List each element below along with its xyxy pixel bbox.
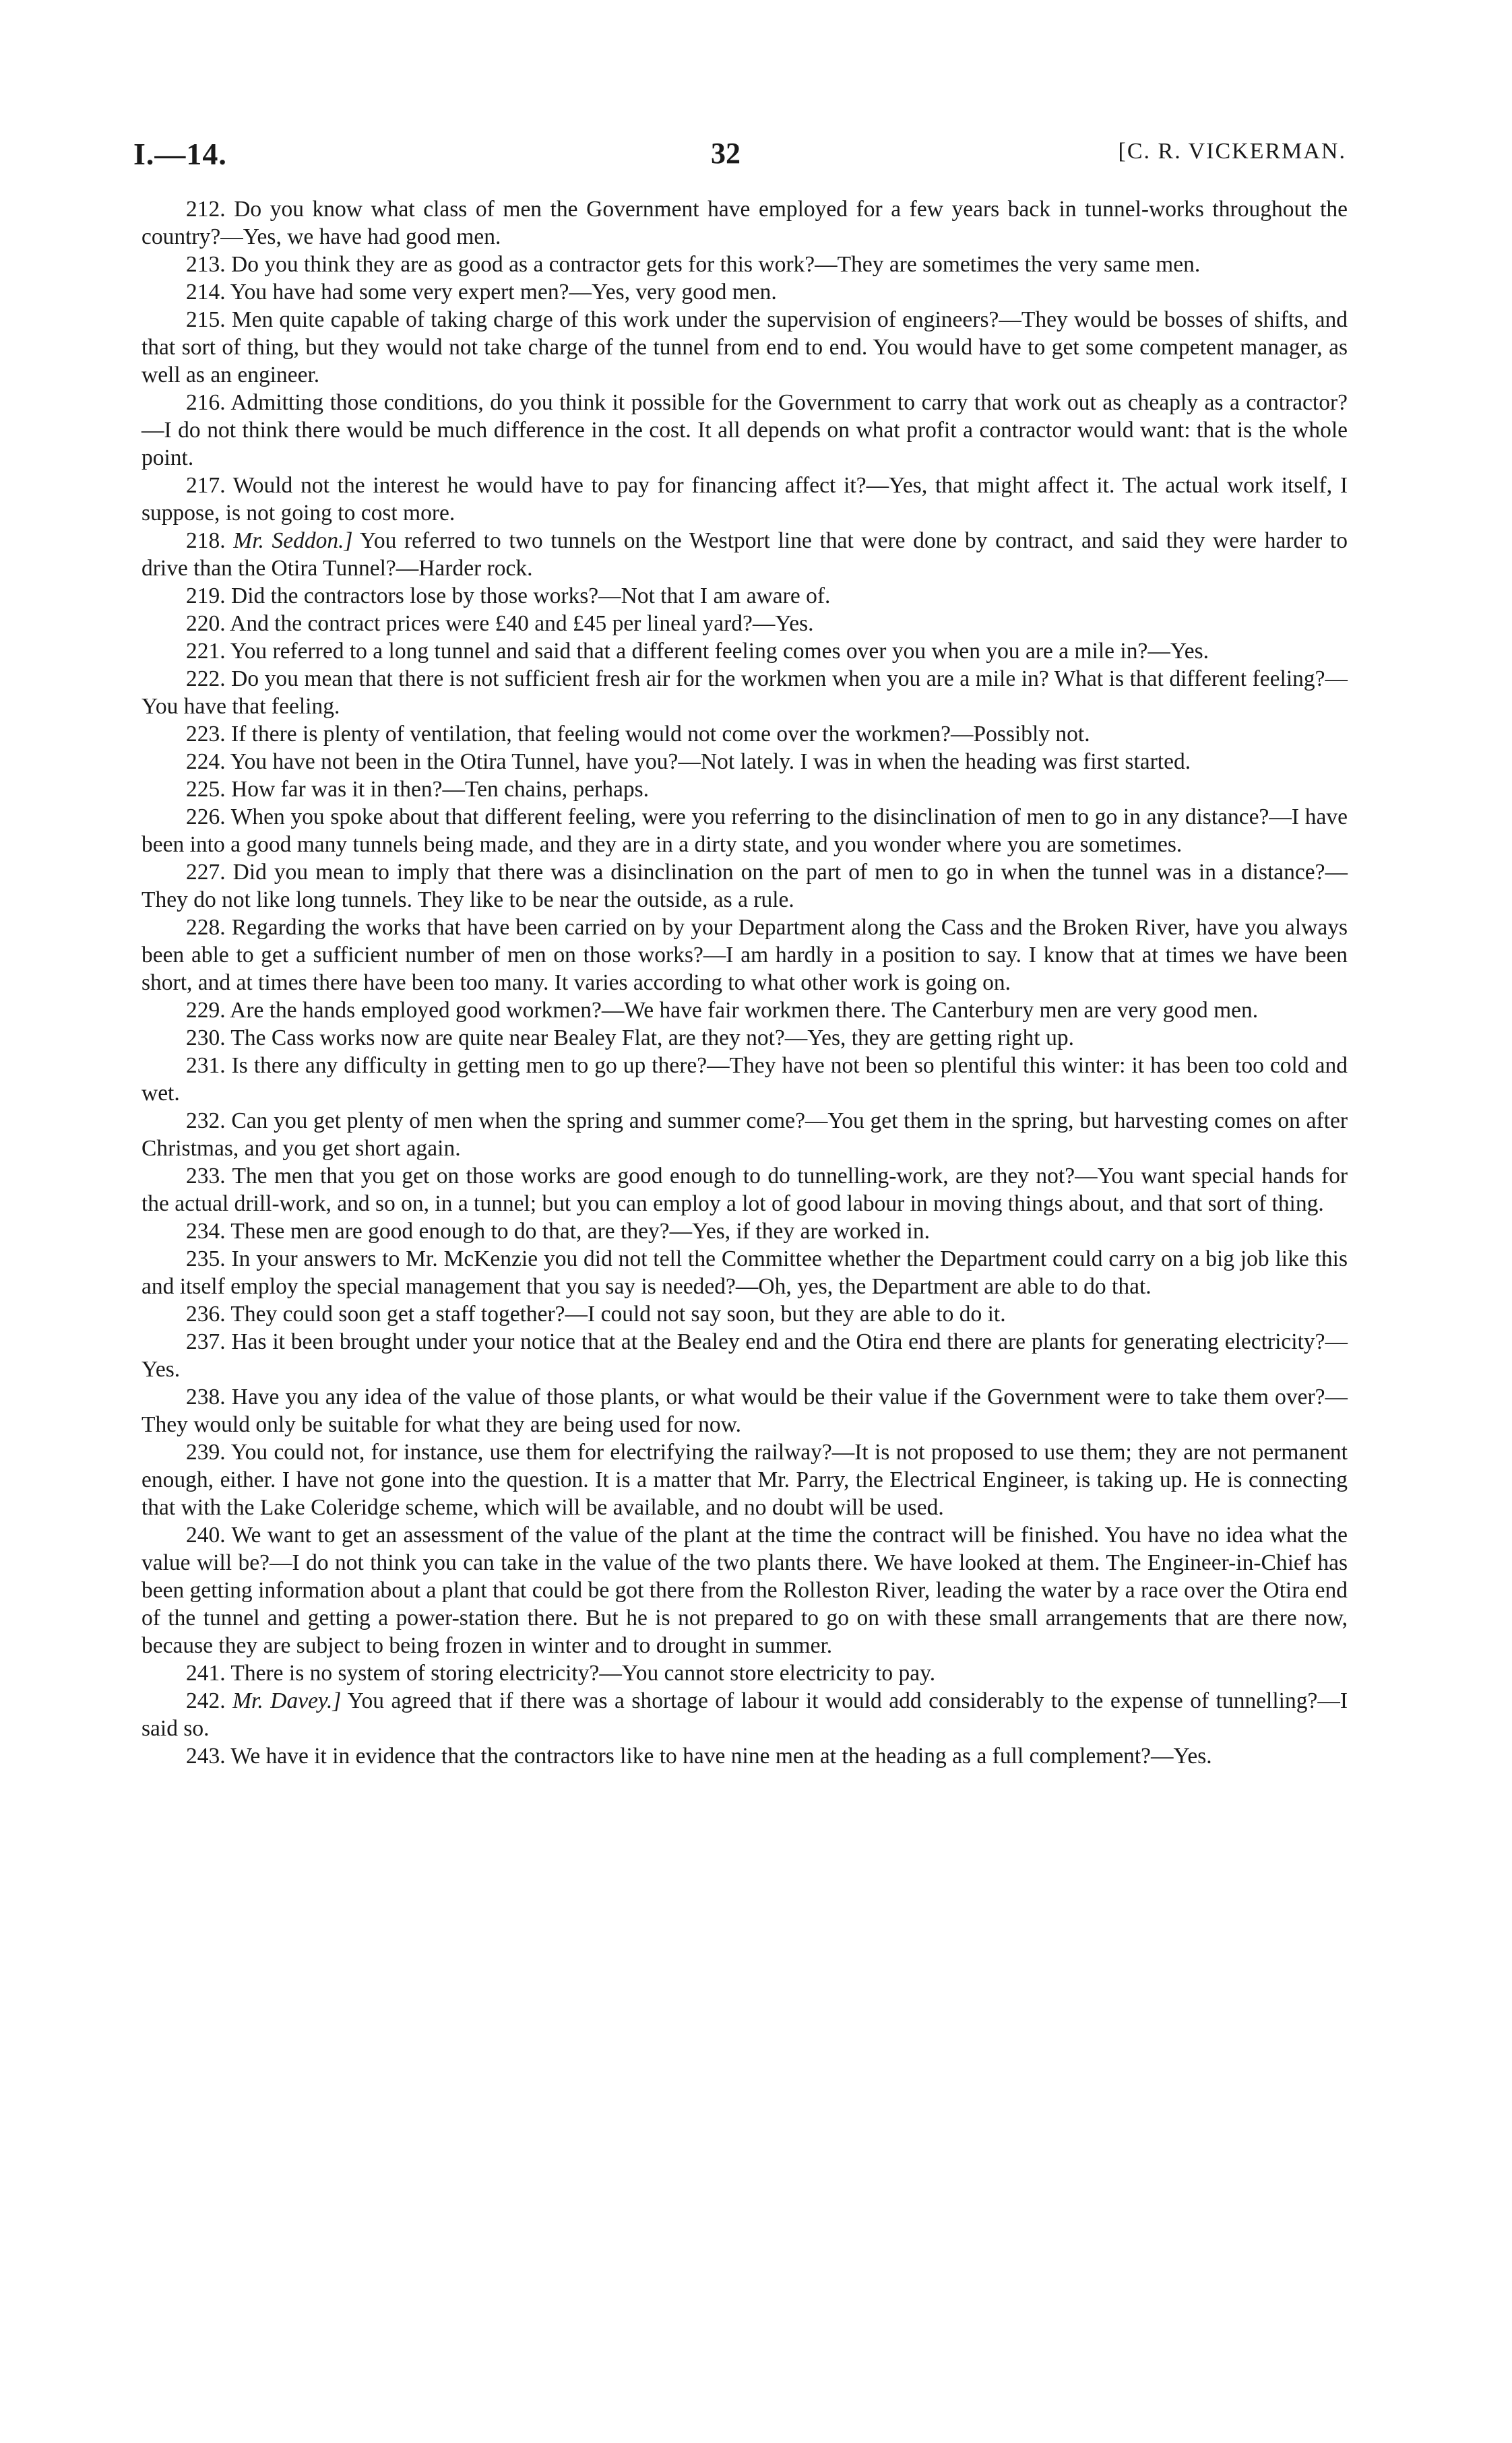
question-238 (141, 1383, 1348, 1438)
question-229 (141, 996, 1348, 1024)
question-number: 222. (186, 666, 226, 691)
question-number: 214. (186, 280, 226, 305)
question-text: Admitting those conditions, do you think it possible for the Government to carry that work out as cheaply as a contractor?—I do not think there would be much difference in the cost. It all depends on what profit a contractor would want: that is the whole point. (141, 390, 1348, 470)
question-number: 212. (186, 197, 226, 222)
question-text: Can you get plenty of men when the spring and summer come?—You get them in the spring, but harvesting comes on after Christmas, and you get short again. (141, 1108, 1348, 1161)
question-text: Are the hands employed good workmen?—We have fair workmen there. The Canterbury men are very good men. (230, 998, 1259, 1023)
question-number: 238. (186, 1385, 226, 1409)
question-number: 237. (186, 1329, 226, 1354)
question-text: Is there any difficulty in getting men to go up there?—They have not been so plentiful this winter: it has been too cold and wet. (141, 1053, 1348, 1106)
question-text: Have you any idea of the value of those plants, or what would be their value if the Government were to take them over?—They would only be suitable for what they are being used for now. (141, 1385, 1348, 1437)
question-224 (141, 748, 1348, 775)
question-220 (141, 610, 1348, 637)
question-213 (141, 251, 1348, 278)
question-text: You have not been in the Otira Tunnel, have you?—Not lately. I was in when the heading was first started. (230, 749, 1191, 774)
question-number: 223. (186, 722, 226, 747)
question-216 (141, 389, 1348, 472)
question-text: The Cass works now are quite near Bealey Flat, are they not?—Yes, they are getting right up. (230, 1025, 1074, 1050)
question-number: 225. (186, 777, 226, 802)
question-235 (141, 1245, 1348, 1300)
question-text: You have had some very expert men?—Yes, very good men. (230, 280, 777, 305)
question-233 (141, 1162, 1348, 1217)
question-text: When you spoke about that different feeling, were you referring to the disinclination of men to go in any distance?—I have been into a good many tunnels being made, and they are in a dirty state, and you wonder where you are sometimes. (141, 804, 1348, 857)
question-number: 231. (186, 1053, 226, 1078)
question-text: And the contract prices were £40 and £45 per lineal yard?—Yes. (230, 611, 814, 636)
question-number: 215. (186, 307, 226, 332)
question-number: 230. (186, 1025, 226, 1050)
page-number: 32 (711, 137, 741, 170)
question-232 (141, 1107, 1348, 1162)
question-215 (141, 306, 1348, 389)
question-225 (141, 775, 1348, 803)
question-text: Regarding the works that have been carried on by your Department along the Cass and the Broken River, have you always been able to get a sufficient number of men on those works?—I am hardly in a position to say. I know that at times we have been short, and at times there have been too many. It varies according to what other work is going on. (141, 915, 1348, 995)
question-217 (141, 472, 1348, 527)
question-text: The men that you get on those works are good enough to do tunnelling-work, are they not?—You want special hands for the actual drill-work, and so on, in a tunnel; but you can employ a lot of good labour in moving things about, and that sort of thing. (141, 1164, 1348, 1216)
question-number: 224. (186, 749, 226, 774)
question-text: We want to get an assessment of the value of the plant at the time the contract will be finished. You have no idea what the value will be?—I do not think you can take in the value of the two plants there. We have looked at them. The Engineer-in-Chief has been getting information about a plant that could be got there from the Rolleston River, leading the water by a race over the Otira end of the tunnel and getting a power-station there. But he is not prepared to go on with these small arrangements that are there now, because they are subject to being frozen in winter and to drought in summer. (141, 1523, 1348, 1658)
question-number: 239. (186, 1440, 226, 1465)
question-234 (141, 1217, 1348, 1245)
question-text: We have it in evidence that the contractors like to have nine men at the heading as a full complement?—Yes. (230, 1744, 1212, 1769)
question-number: 228. (186, 915, 226, 940)
question-212 (141, 195, 1348, 251)
question-number: 241. (186, 1661, 226, 1686)
question-text: Has it been brought under your notice that at the Bealey end and the Otira end there are plants for generating electricity?—Yes. (141, 1329, 1348, 1382)
question-number: 240. (186, 1523, 226, 1548)
question-number: 232. (186, 1108, 226, 1133)
question-239 (141, 1438, 1348, 1521)
question-241 (141, 1659, 1348, 1687)
question-text: Do you know what class of men the Government have employed for a few years back in tunnel-works throughout the country?—Yes, we have had good men. (141, 197, 1348, 249)
question-237 (141, 1328, 1348, 1383)
question-218 (141, 527, 1348, 582)
question-text: How far was it in then?—Ten chains, perhaps. (231, 777, 650, 802)
question-number: 220. (186, 611, 226, 636)
question-number: 218. (186, 528, 226, 553)
question-number: 229. (186, 998, 226, 1023)
question-226 (141, 803, 1348, 858)
question-243 (141, 1742, 1348, 1770)
question-text: You referred to a long tunnel and said that a different feeling comes over you when you are a mile in?—Yes. (230, 639, 1209, 664)
question-219 (141, 582, 1348, 610)
question-number: 221. (186, 639, 226, 664)
question-text: You referred to two tunnels on the Westport line that were done by contract, and said they were harder to drive than the Otira Tunnel?—Harder rock. (141, 528, 1348, 581)
question-number: 233. (186, 1164, 226, 1188)
question-number: 227. (186, 860, 226, 885)
question-text: Do you mean that there is not sufficient fresh air for the workmen when you are a mile in? What is that different feeling?—You have that feeling. (141, 666, 1348, 719)
question-text: They could soon get a staff together?—I could not say soon, but they are able to do it. (230, 1302, 1006, 1327)
question-222 (141, 665, 1348, 720)
question-number: 213. (186, 252, 226, 277)
question-number: 242. (186, 1688, 226, 1713)
question-231 (141, 1052, 1348, 1107)
question-227 (141, 858, 1348, 914)
question-214 (141, 278, 1348, 306)
question-number: 219. (186, 583, 226, 608)
question-242 (141, 1687, 1348, 1742)
witness-name: [C. R. VICKERMAN. (1118, 139, 1346, 164)
question-text: You could not, for instance, use them for electrifying the railway?—It is not proposed to use them; they are not permanent enough, either. I have not gone into the question. It is a matter that Mr. Parry, the Electrical Engineer, is taking up. He is connecting that with the Lake Coleridge scheme, which will be available, and no doubt will be used. (141, 1440, 1348, 1520)
question-text: You agreed that if there was a shortage of labour it would add considerably to the expense of tunnelling?—I said so. (141, 1688, 1348, 1741)
question-number: 235. (186, 1246, 226, 1271)
speaker-label: Mr. Davey.] (232, 1688, 342, 1713)
question-number: 236. (186, 1302, 226, 1327)
question-230 (141, 1024, 1348, 1052)
question-number: 243. (186, 1744, 226, 1769)
question-228 (141, 914, 1348, 996)
question-text: Did the contractors lose by those works?—Not that I am aware of. (231, 583, 831, 608)
page-header (133, 132, 1346, 179)
question-text: In your answers to Mr. McKenzie you did not tell the Committee whether the Department could carry on a big job like this and itself employ the special management that you say is needed?—Oh, yes, the Department are able to do that. (141, 1246, 1348, 1299)
question-number: 226. (186, 804, 226, 829)
question-240 (141, 1521, 1348, 1659)
question-number: 234. (186, 1219, 226, 1244)
question-text: Do you think they are as good as a contractor gets for this work?—They are sometimes the very same men. (231, 252, 1201, 277)
question-221 (141, 637, 1348, 665)
question-number: 216. (186, 390, 226, 415)
question-text: Would not the interest he would have to pay for financing affect it?—Yes, that might affect it. The actual work itself, I suppose, is not going to cost more. (141, 473, 1348, 526)
paper-reference: I.—14. (133, 137, 227, 171)
question-text: If there is plenty of ventilation, that feeling would not come over the workmen?—Possibly not. (231, 722, 1090, 747)
question-text: These men are good enough to do that, are they?—Yes, if they are worked in. (230, 1219, 930, 1244)
question-236 (141, 1300, 1348, 1328)
evidence-text (141, 195, 1348, 1770)
speaker-label: Mr. Seddon.] (233, 528, 353, 553)
question-text: Did you mean to imply that there was a disinclination on the part of men to go in when the tunnel was in a distance?—They do not like long tunnels. They like to be near the outside, as a rule. (141, 860, 1348, 912)
question-223 (141, 720, 1348, 748)
question-text: There is no system of storing electricity?—You cannot store electricity to pay. (230, 1661, 936, 1686)
question-number: 217. (186, 473, 226, 498)
question-text: Men quite capable of taking charge of this work under the supervision of engineers?—They would be bosses of shifts, and that sort of thing, but they would not take charge of the tunnel from end to end. You would have to get some competent manager, as well as an engineer. (141, 307, 1348, 387)
